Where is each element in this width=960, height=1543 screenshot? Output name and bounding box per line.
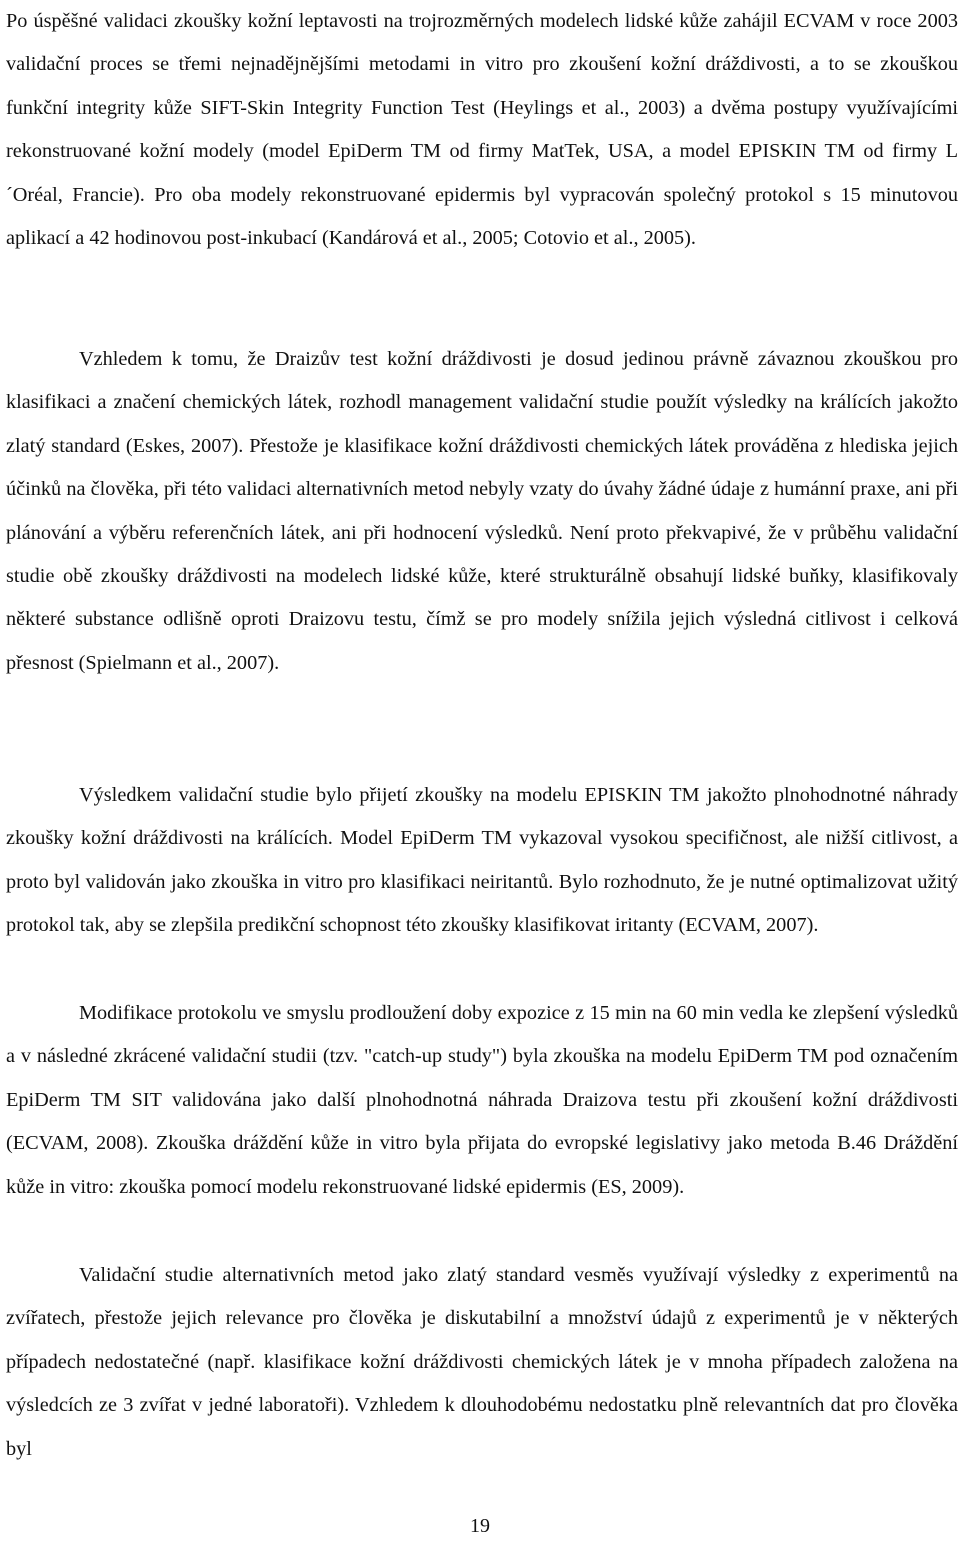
paragraph-3: Výsledkem validační studie bylo přijetí zkoušky na modelu EPISKIN TM jakožto plnohodnotné náhrady zkoušky kožní dráždivosti na králících. Model EpiDerm TM vykazoval vysokou specifičnost, ale nižší citlivost, a proto byl validován jako zkouška in vitro pro klasifikaci neiritantů. Bylo rozhodnuto, že je nutné optimalizovat užitý protokol tak, aby se zlepšila predikční schopnost této zkoušky klasifikovat iritanty (ECVAM, 2007).	[6, 784, 958, 937]
paragraph-5: Validační studie alternativních metod jako zlatý standard vesměs využívají výsledky z experimentů na zvířatech, přestože jejich relevance pro člověka je diskutabilní a množství údajů z experimentů je v některých případech nedostatečné (např. klasifikace kožní dráždivosti chemických látek je v mnoha případech založena na výsledcích ze 3 zvířat v jedné laboratoři). Vzhledem k dlouhodobému nedostatku plně relevantních dat pro člověka byl	[6, 1264, 958, 1460]
paragraph-1: Po úspěšné validaci zkoušky kožní leptavosti na trojrozměrných modelech lidské kůže zahájil ECVAM v roce 2003 validační proces se třemi nejnadějnějšími metodami in vitro pro zkoušení kožní dráždivosti, a to se zkouškou funkční integrity kůže SIFT-Skin Integrity Function Test (Heylings et al., 2003) a dvěma postupy využívajícími rekonstruované kožní modely (model EpiDerm TM od firmy MatTek, USA, a model EPISKIN TM od firmy L´Oréal, Francie). Pro oba modely rekonstruované epidermis byl vypracován společný protokol s 15 minutovou aplikací a 42 hodinovou post-inkubací (Kandárová et al., 2005; Cotovio et al., 2005).	[6, 10, 958, 250]
page-number: 19	[470, 1515, 490, 1537]
paragraph-4: Modifikace protokolu ve smyslu prodloužení doby expozice z 15 min na 60 min vedla ke zlepšení výsledků a v následné zkrácené validační studii (tzv. "catch-up study") byla zkouška na modelu EpiDerm TM pod označením EpiDerm TM SIT validována jako další plnohodnotná náhrada Draizova testu při zkoušení kožní dráždivosti (ECVAM, 2008). Zkouška dráždění kůže in vitro byla přijata do evropské legislativy jako metoda B.46 Dráždění kůže in vitro: zkouška pomocí modelu rekonstruované lidské epidermis (ES, 2009).	[6, 1002, 958, 1198]
paragraph-2: Vzhledem k tomu, že Draizův test kožní dráždivosti je dosud jedinou právně závaznou zkouškou pro klasifikaci a značení chemických látek, rozhodl management validační studie použít výsledky na králících jakožto zlatý standard (Eskes, 2007). Přestože je klasifikace kožní dráždivosti chemických látek prováděna z hlediska jejich účinků na člověka, při této validaci alternativních metod nebyly vzaty do úvahy žádné údaje z humánní praxe, ani při plánování a výběru referenčních látek, ani při hodnocení výsledků. Není proto překvapivé, že v průběhu validační studie obě zkoušky dráždivosti na modelech lidské kůže, které strukturálně obsahují lidské buňky, klasifikovaly některé substance odlišně oproti Draizovu testu, čímž se pro modely snížila jejich výsledná citlivost i celková přesnost (Spielmann et al., 2007).	[6, 348, 958, 674]
